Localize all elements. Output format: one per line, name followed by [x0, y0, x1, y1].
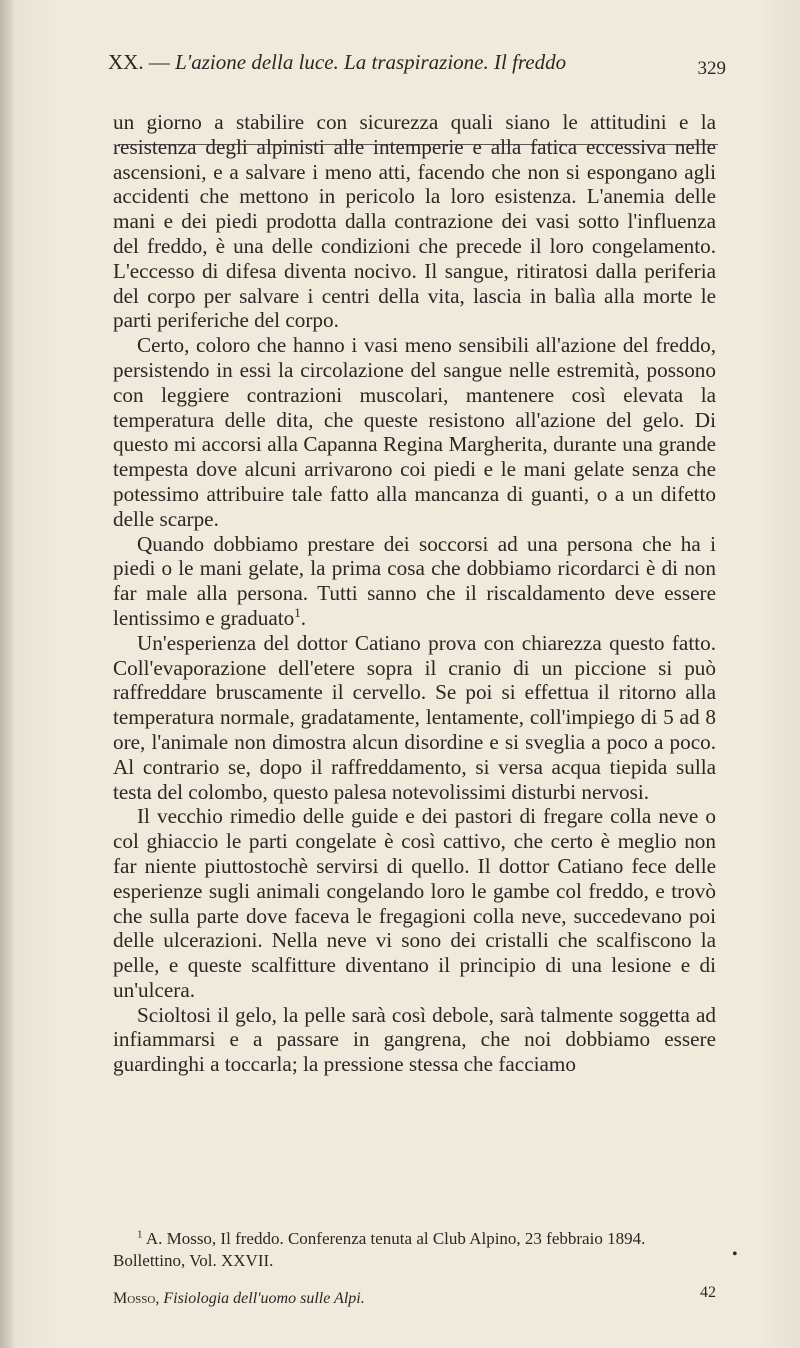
paragraph-1: un giorno a stabilire con sicurezza quali siano le attitudini e la resistenza degli alpinisti alle intemperie e alla fatica eccessiva nelle ascensioni, e a salvare i meno atti, facendo che non si espongano agli accidenti che mettono in pericolo la loro esistenza. L'anemia delle mani e dei piedi prodotta dalla contrazione dei vasi sotto l'influenza del freddo, è una delle condizioni che precede il loro congelamento. L'eccesso di difesa diventa nocivo. Il sangue, ritiratosi dalla periferia del corpo per salvare i centri della vita, lascia in balìa alla morte le parti periferiche del corpo. [113, 110, 716, 333]
paragraph-2: Certo, coloro che hanno i vasi meno sensibili all'azione del freddo, persistendo in essi la circolazione del sangue nelle estremità, possono con leggiere contrazioni muscolari, mantenere così elevata la temperatura delle dita, che queste resistono all'azione del gelo. Di questo mi accorsi alla Capanna Regina Margherita, durante una grande tempesta dove alcuni arrivarono coi piedi e le mani gelate senza che potessimo attribuire tale fatto alla mancanza di guanti, o a un difetto delle scarpe. [113, 333, 716, 531]
footnote-reference: 1 [294, 604, 301, 620]
signature-mark: 42 [700, 1284, 716, 1301]
footnote-line [113, 1228, 716, 1272]
page-number: 329 [697, 58, 726, 79]
binding-shadow [0, 0, 14, 1348]
page-footer [113, 1284, 716, 1316]
footnote-text: A. Mosso, Il freddo. Conferenza tenuta al Club Alpino, 23 febbraio 1894. Bollettino, Vol. XXVII. [113, 1229, 646, 1270]
paragraph-3: Quando dobbiamo prestare dei soccorsi ad una persona che ha i piedi o le mani gelate, la prima cosa che dobbiamo ricordarci è di non far male alla persona. Tutti sanno che il riscaldamento deve essere lentissimo e graduato$^1$. [113, 531, 716, 630]
body-text [113, 110, 716, 1077]
paragraph-4: Un'esperienza del dottor Catiano prova con chiarezza questo fatto. Coll'evaporazione dell'etere sopra il cranio di un piccione si può raffreddare bruscamente il cervello. Se poi si effettua il ritorno alla temperatura normale, gradatamente, lentamente, coll'impiego di 5 ad 8 ore, l'animale non dimostra alcun disordine e si sveglia a poco a poco. Al contrario se, dopo il raffreddamento, si versa acqua tiepida sulla testa del colombo, questo palesa notevolissimi disturbi nervosi. [113, 630, 716, 804]
footer-author: Mosso, [113, 1290, 160, 1307]
footer-book-title: Fisiologia dell'uomo sulle Alpi. [163, 1290, 365, 1307]
margin-mark: • [732, 1246, 738, 1263]
footer-signature-line [113, 1290, 365, 1308]
paragraph-5: Il vecchio rimedio delle guide e dei pastori di fregare colla neve o col ghiaccio le parti congelate è così cattivo, che certo è meglio non far niente piuttostochè servirsi di quello. Il dottor Catiano fece delle esperienze sugli animali congelando loro le gambe col freddo, e trovò che sulla parte dove faceva le fregagioni colla neve, succedevano poi delle ulcerazioni. Nella neve vi sono dei cristalli che scalfiscono la pelle, e queste scalfitture diventano il principio di una lesione e di un'ulcera. [113, 804, 716, 1002]
running-title [108, 50, 566, 75]
paragraph-6: Scioltosi il gelo, la pelle sarà così debole, sarà talmente soggetta ad infiammarsi e a passare in gangrena, che noi dobbiamo essere guardinghi a toccarla; la pressione stessa che facciamo [113, 1002, 716, 1077]
running-header [108, 50, 728, 90]
footnote [113, 1228, 716, 1272]
chapter-prefix: XX. — [108, 50, 170, 74]
running-title-text: L'azione della luce. La traspirazione. Il freddo [175, 50, 567, 74]
paragraph-3-text: Quando dobbiamo prestare dei soccorsi ad una persona che ha i piedi o le mani gelate, la prima cosa che dobbiamo ricordarci è di non far male alla persona. Tutti sanno che il riscaldamento deve essere lentissimo e graduato [113, 531, 716, 630]
footnote-number: 1 [137, 1228, 143, 1241]
